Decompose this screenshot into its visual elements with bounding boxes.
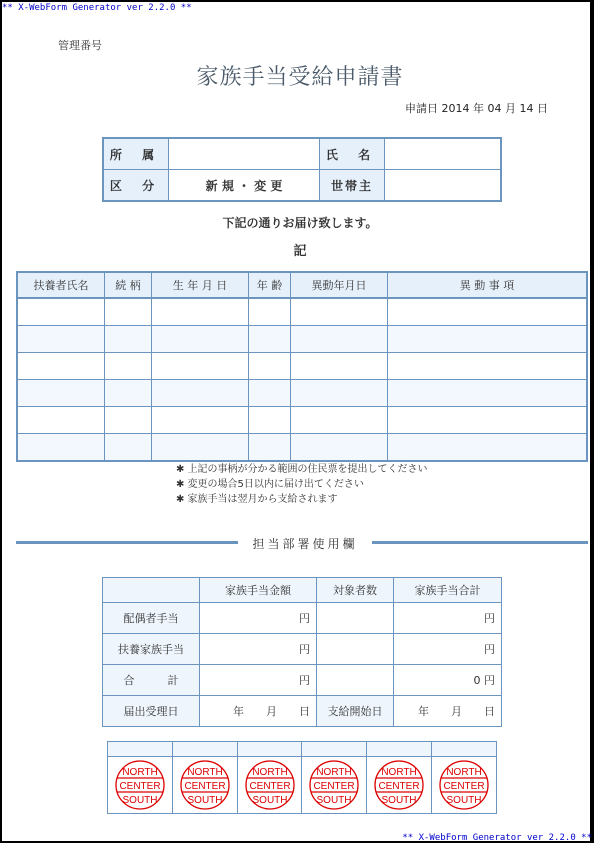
dependent-cell[interactable] (291, 380, 388, 407)
spouse-allowance-count[interactable] (317, 603, 394, 634)
householder-field[interactable] (385, 170, 502, 202)
received-date-field[interactable]: 年 月 日 (200, 696, 317, 727)
applicant-info-table (102, 137, 502, 202)
dependent-cell[interactable] (291, 298, 388, 326)
form-title: 家族手当受給申請書 (196, 65, 404, 90)
generator-label-bottom: ** X-WebForm Generator ver 2.2.0 ** (402, 833, 592, 843)
dependent-cell[interactable] (152, 434, 249, 462)
office-column-header: 家族手当合計 (394, 578, 502, 603)
column-header: 扶養者氏名 (17, 272, 105, 298)
category-field[interactable]: 新 規 ・ 変 更 (169, 170, 320, 202)
dependent-allowance-total[interactable]: 円 (394, 634, 502, 665)
name-field[interactable] (385, 138, 502, 170)
column-header: 続 柄 (105, 272, 152, 298)
dependent-cell[interactable] (388, 407, 588, 434)
spouse-allowance-label: 配偶者手当 (103, 603, 200, 634)
grand-total-total[interactable]: 0 円 (394, 665, 502, 696)
stamp-header-cell (108, 742, 173, 757)
dependent-cell[interactable] (291, 434, 388, 462)
stamp-text-middle: CENTER (184, 781, 226, 792)
dependent-allowance-count[interactable] (317, 634, 394, 665)
dependent-cell[interactable] (105, 407, 152, 434)
stamp-text-middle: CENTER (378, 781, 420, 792)
dependent-cell[interactable] (388, 434, 588, 462)
dependent-row (17, 407, 587, 434)
stamp-cell[interactable] (302, 757, 367, 814)
column-header: 異動年月日 (291, 272, 388, 298)
dependent-cell[interactable] (249, 353, 291, 380)
stamp-text-bottom: SOUTH (381, 795, 417, 806)
category-label: 区 分 (103, 170, 169, 202)
office-column-header: 家族手当金額 (200, 578, 317, 603)
dependent-cell[interactable] (249, 407, 291, 434)
dependent-cell[interactable] (152, 326, 249, 353)
stamp-cell[interactable] (237, 757, 302, 814)
divider-line (372, 541, 588, 544)
stamp-text-top: NORTH (446, 767, 482, 778)
stamp-text-middle: CENTER (313, 781, 355, 792)
north-center-south-stamp-icon (244, 759, 296, 811)
stamp-header-cell (302, 742, 367, 757)
dependent-cell[interactable] (105, 326, 152, 353)
dependent-cell[interactable] (152, 407, 249, 434)
management-number-label: 管理番号 (58, 39, 102, 52)
stamp-text-top: NORTH (187, 767, 223, 778)
stamp-cell[interactable] (172, 757, 237, 814)
name-label: 氏 名 (320, 138, 385, 170)
spouse-allowance-total[interactable]: 円 (394, 603, 502, 634)
dependent-row (17, 326, 587, 353)
payment-start-label: 支給開始日 (317, 696, 394, 727)
dependent-cell[interactable] (249, 298, 291, 326)
dependent-cell[interactable] (17, 434, 105, 462)
dependent-cell[interactable] (17, 298, 105, 326)
dependent-cell[interactable] (249, 326, 291, 353)
grand-total-amount[interactable]: 円 (200, 665, 317, 696)
stamp-text-bottom: SOUTH (252, 795, 288, 806)
received-date-label: 届出受理日 (103, 696, 200, 727)
stamp-cell[interactable] (367, 757, 432, 814)
stamp-cell[interactable] (432, 757, 497, 814)
note-item: ✱ 上記の事柄が分かる範囲の住民票を提出してください (176, 464, 428, 475)
grand-total-label: 合 計 (103, 665, 200, 696)
stamp-cell[interactable] (108, 757, 173, 814)
dependent-cell[interactable] (17, 407, 105, 434)
dependent-cell[interactable] (388, 326, 588, 353)
dependent-row (17, 434, 587, 462)
dependent-row (17, 353, 587, 380)
dependent-cell[interactable] (291, 407, 388, 434)
dependent-row (17, 298, 587, 326)
stamp-text-bottom: SOUTH (316, 795, 352, 806)
dependent-cell[interactable] (249, 380, 291, 407)
office-section-divider (16, 535, 588, 551)
dependent-cell[interactable] (291, 353, 388, 380)
approval-stamps-table (107, 741, 497, 814)
stamp-text-top: NORTH (122, 767, 158, 778)
grand-total-count[interactable] (317, 665, 394, 696)
dependent-row (17, 380, 587, 407)
office-use-table (102, 577, 502, 727)
column-header: 生 年 月 日 (152, 272, 249, 298)
office-column-header (103, 578, 200, 603)
dependent-cell[interactable] (105, 380, 152, 407)
office-column-header: 対象者数 (317, 578, 394, 603)
dependent-cell[interactable] (17, 353, 105, 380)
dependent-allowance-label: 扶養家族手当 (103, 634, 200, 665)
stamp-text-top: NORTH (316, 767, 353, 778)
householder-label: 世帯主 (320, 170, 385, 202)
dependent-cell[interactable] (249, 434, 291, 462)
dependent-cell[interactable] (152, 353, 249, 380)
stamp-text-middle: CENTER (443, 781, 485, 792)
generator-label-top: ** X-WebForm Generator ver 2.2.0 ** (2, 3, 192, 13)
note-item: ✱ 変更の場合5日以内に届け出てください (176, 479, 364, 490)
dependent-cell[interactable] (17, 326, 105, 353)
stamp-header-cell (237, 742, 302, 757)
stamp-header-cell (432, 742, 497, 757)
dependents-table (16, 271, 588, 462)
stamp-text-top: NORTH (381, 767, 417, 778)
payment-start-field[interactable]: 年 月 日 (394, 696, 502, 727)
office-section-title: 担当部署使用欄 (252, 537, 358, 551)
stamp-header-cell (172, 742, 237, 757)
north-center-south-stamp-icon (308, 759, 360, 811)
stamp-text-bottom: SOUTH (122, 795, 158, 806)
spouse-allowance-amount[interactable]: 円 (200, 603, 317, 634)
dependent-cell[interactable] (152, 380, 249, 407)
north-center-south-stamp-icon (114, 759, 166, 811)
affiliation-field[interactable] (169, 138, 320, 170)
stamp-text-middle: CENTER (119, 781, 161, 792)
ki-heading: 記 (293, 244, 307, 259)
dependent-cell[interactable] (291, 326, 388, 353)
stamp-text-bottom: SOUTH (446, 795, 482, 806)
dependent-cell[interactable] (388, 380, 588, 407)
dependent-cell[interactable] (388, 298, 588, 326)
column-header: 異 動 事 項 (388, 272, 588, 298)
column-header: 年 齢 (249, 272, 291, 298)
north-center-south-stamp-icon (438, 759, 490, 811)
dependent-cell[interactable] (105, 353, 152, 380)
stamp-text-bottom: SOUTH (187, 795, 223, 806)
north-center-south-stamp-icon (179, 759, 231, 811)
stamp-text-top: NORTH (251, 767, 288, 778)
affiliation-label: 所 属 (103, 138, 169, 170)
dependent-cell[interactable] (388, 353, 588, 380)
dependent-cell[interactable] (152, 298, 249, 326)
notice-text: 下記の通りお届け致します。 (222, 216, 378, 230)
dependent-allowance-amount[interactable]: 円 (200, 634, 317, 665)
note-item: ✱ 家族手当は翌月から支給されます (176, 494, 338, 505)
application-date: 申請日 2014 年 04 月 14 日 (405, 102, 548, 115)
divider-line (16, 541, 238, 544)
dependent-cell[interactable] (105, 298, 152, 326)
stamp-text-middle: CENTER (249, 781, 291, 792)
dependent-cell[interactable] (17, 380, 105, 407)
notes-list (176, 462, 428, 507)
stamp-header-cell (367, 742, 432, 757)
north-center-south-stamp-icon (373, 759, 425, 811)
dependent-cell[interactable] (105, 434, 152, 462)
